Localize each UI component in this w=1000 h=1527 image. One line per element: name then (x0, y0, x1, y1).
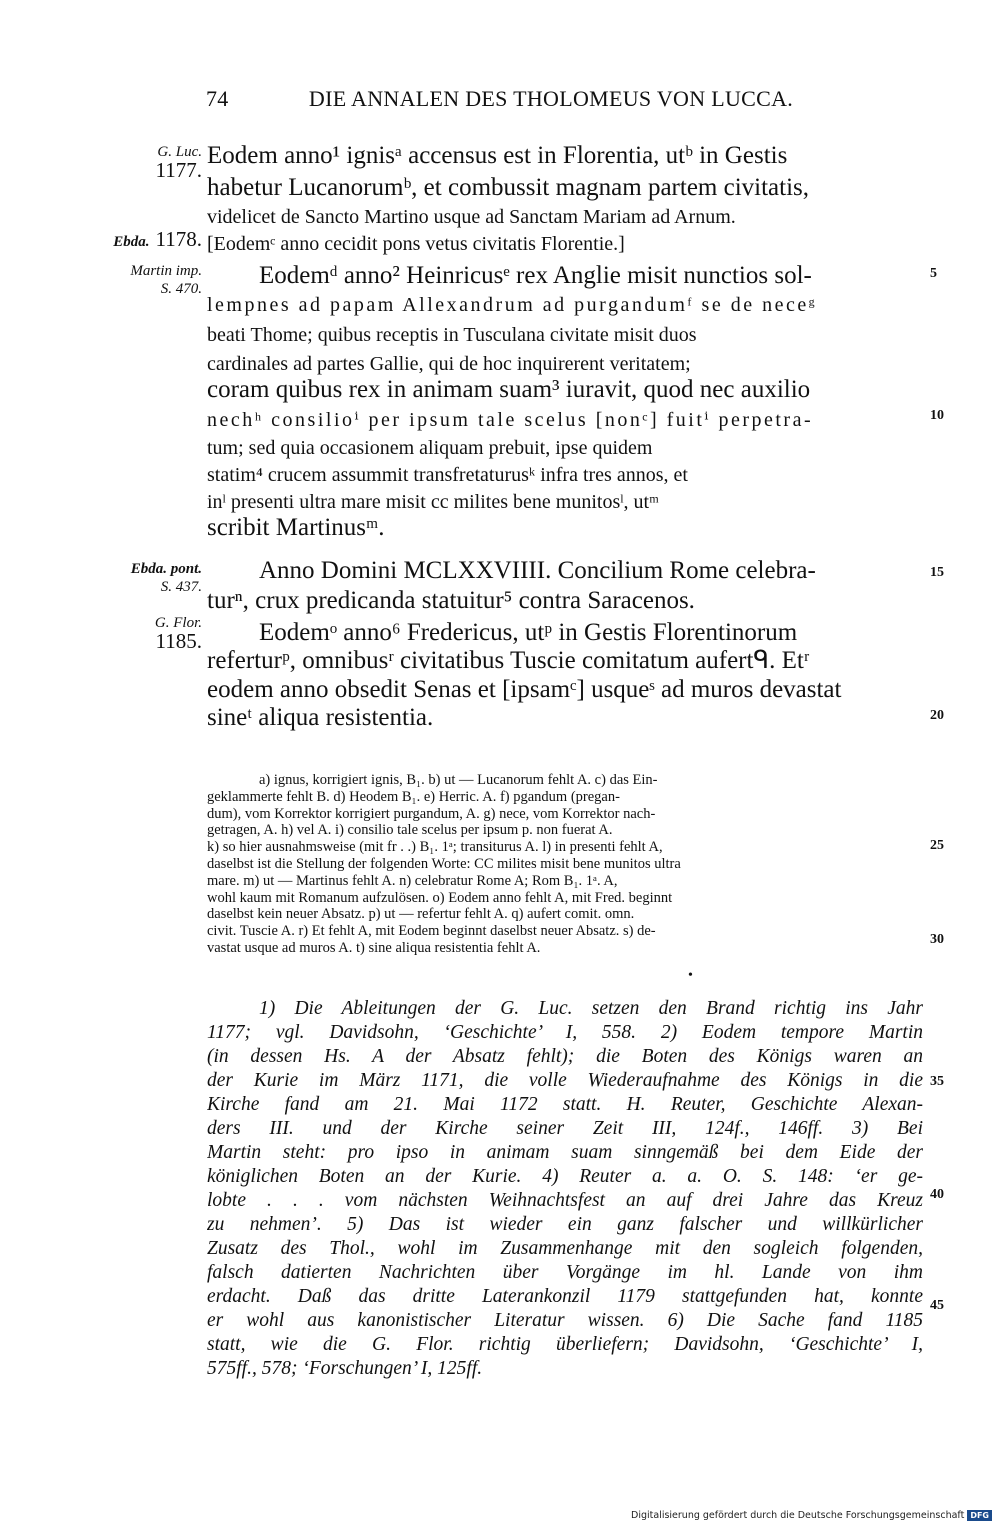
commentary-line: Martin steht: pro ipso in animam suam sinngemäß bei dem Eide der (207, 1142, 923, 1163)
page-number: 74 (206, 86, 229, 111)
text-line: habetur Lucanorumᵇ, et combussit magnam partem civitatis, (207, 174, 810, 201)
dfg-logo: DFG (967, 1510, 992, 1521)
commentary-line: (in dessen Hs. A der Absatz fehlt); die Boten des Königs waren an (207, 1046, 923, 1067)
margin-note (62, 143, 202, 182)
commentary-line: statt, wie die G. Flor. richtig überliefern; Davidsohn, ‘Geschichte’ I, (207, 1334, 923, 1355)
line-number: 20 (930, 708, 944, 723)
margin-ref: 1177. (155, 158, 202, 182)
margin-source: Ebda. (113, 234, 150, 250)
apparatus-line: vastat usque ad muros A. t) sine aliqua resistentia fehlt A. (207, 940, 541, 956)
text-line: cardinales ad partes Gallie, qui de hoc inquirerent veritatem; (207, 353, 691, 375)
margin-source: G. Luc. (157, 144, 202, 160)
text-line: nechʰ consilioⁱ per ipsum tale scelus [nonᶜ] fuitⁱ perpetra- (207, 409, 814, 431)
text-line: Anno Domini MCLXXVIIII. Concilium Rome celebra- (259, 557, 816, 584)
text-line: [Eodemᶜ anno cecidit pons vetus civitatis Florentie.] (207, 233, 625, 255)
page-header (206, 86, 826, 112)
text-line: coram quibus rex in animam suam³ iuravit, quod nec auxilio (207, 376, 811, 403)
commentary-line: der Kurie im März 1171, die volle Wiederaufnahme des Königs in die (207, 1070, 923, 1091)
margin-note (62, 227, 202, 251)
commentary-line: zu nehmen’. 5) Das ist wieder ein ganz falscher und willkürlicher (207, 1214, 923, 1235)
apparatus-line: civit. Tuscie A. r) Et fehlt A, mit Eodem beginnt daselbst neuer Absatz. s) de- (207, 923, 656, 939)
commentary-line: 575ff., 578; ‘Forschungen’ I, 125ff. (207, 1358, 483, 1379)
margin-source: G. Flor. (154, 615, 202, 631)
margin-source: Martin imp. (130, 263, 202, 279)
margin-ref: 1185. (155, 629, 202, 653)
text-line: lempnes ad papam Allexandrum ad purgandumᶠ se de neceᵍ (207, 294, 818, 316)
separator-dot: • (688, 968, 693, 983)
margin-note (62, 560, 202, 596)
apparatus-line: geklammerte fehlt B. d) Heodem B₁. e) Herric. A. f) pgandum (pregan- (207, 789, 620, 805)
margin-ref: 1178. (155, 227, 202, 251)
text-line: scribit Martinusᵐ. (207, 514, 385, 541)
line-number: 15 (930, 565, 944, 580)
digitization-credit (631, 1510, 992, 1521)
text-line: inˡ presenti ultra mare misit cc milites bene munitosˡ, utᵐ (207, 491, 659, 513)
line-number: 30 (930, 932, 944, 947)
margin-ref: S. 470. (160, 281, 202, 297)
line-number: 25 (930, 838, 944, 853)
commentary-line: Zusatz des Thol., wohl im Zusammenhange mit den sogleich folgenden, (207, 1238, 923, 1259)
apparatus-line: daselbst ist die Stellung der folgenden Worte: CC milites misit bene munitos ultra (207, 856, 681, 872)
margin-ref: S. 437. (160, 579, 202, 595)
apparatus-line: k) so hier ausnahmsweise (mit fr . .) B₁. 1ᵃ; transiturus A. l) in presenti fehlt A, (207, 839, 663, 855)
text-line: Eodemᵒ anno⁶ Fredericus, utᵖ in Gestis Florentinorum (259, 619, 798, 646)
commentary-line: 1) Die Ableitungen der G. Luc. setzen den Brand richtig ins Jahr (259, 998, 923, 1019)
apparatus-line: a) ignus, korrigiert ignis, B₁. b) ut — Lucanorum fehlt A. c) das Ein- (259, 772, 658, 788)
text-line: statim⁴ crucem assummit transfretaturusᵏ infra tres annos, et (207, 464, 688, 486)
margin-note (62, 262, 202, 298)
commentary-line: königlichen Boten an der Kurie. 4) Reuter a. a. O. S. 148: ‘er ge- (207, 1166, 923, 1187)
text-line: turⁿ, crux predicanda statuitur⁵ contra Saracenos. (207, 587, 695, 614)
text-line: tum; sed quia occasionem aliquam prebuit, ipse quidem (207, 437, 653, 459)
apparatus-line: mare. m) ut — Martinus fehlt A. n) celebratur Rome A; Rom B₁. 1ᵃ. A, (207, 873, 618, 889)
credit-text: Digitalisierung gefördert durch die Deutsche Forschungsgemeinschaft (631, 1510, 965, 1521)
line-number: 40 (930, 1187, 944, 1202)
commentary-line: lobte . . . vom nächsten Weihnachtsfest an auf drei Jahre das Kreuz (207, 1190, 923, 1211)
line-number: 35 (930, 1074, 944, 1089)
text-line: Eodem anno¹ ignisᵃ accensus est in Florentia, utᵇ in Gestis (207, 142, 788, 169)
line-number: 10 (930, 408, 944, 423)
commentary-line: er wohl aus kanonistischer Literatur wissen. 6) Die Sache fand 1185 (207, 1310, 923, 1331)
margin-note (62, 614, 202, 653)
commentary-line: Kirche fand am 21. Mai 1172 statt. H. Reuter, Geschichte Alexan- (207, 1094, 923, 1115)
text-line: beati Thome; quibus receptis in Tusculana civitate misit duos (207, 324, 697, 346)
apparatus-line: dum), vom Korrektor korrigiert purgandum, A. g) nece, vom Korrektor nach- (207, 806, 656, 822)
margin-source: Ebda. pont. (130, 561, 202, 577)
running-title: DIE ANNALEN DES THOLOMEUS VON LUCCA. (308, 86, 794, 111)
text-line: Eodemᵈ anno² Heinricusᵉ rex Anglie misit nunctios sol- (259, 262, 812, 289)
text-line: sineᵗ aliqua resistentia. (207, 704, 434, 731)
text-line: referturᵖ, omnibusʳ civitatibus Tuscie comitatum aufertᑫ. Etʳ (207, 647, 810, 674)
apparatus-line: daselbst kein neuer Absatz. p) ut — refertur fehlt A. q) aufert comit. omn. (207, 906, 635, 922)
commentary-line: 1177; vgl. Davidsohn, ‘Geschichte’ I, 558. 2) Eodem tempore Martin (207, 1022, 923, 1043)
text-line: eodem anno obsedit Senas et [ipsamᶜ] usqueˢ ad muros devastat (207, 676, 842, 703)
text-line: videlicet de Sancto Martino usque ad Sanctam Mariam ad Arnum. (207, 206, 736, 228)
commentary-line: falsch datierten Nachrichten über Vorgänge im hl. Lande von ihm (207, 1262, 923, 1283)
commentary-line: erdacht. Daß das dritte Laterankonzil 1179 stattgefunden hat, konnte (207, 1286, 923, 1307)
line-number: 45 (930, 1298, 944, 1313)
commentary-line: ders III. und der Kirche seiner Zeit III, 124f., 146ff. 3) Bei (207, 1118, 923, 1139)
apparatus-line: wohl kaum mit Romanum aufzulösen. o) Eodem anno fehlt A, mit Fred. beginnt (207, 890, 673, 906)
apparatus-line: getragen, A. h) vel A. i) consilio tale scelus per ipsum p. non fuerat A. (207, 822, 613, 838)
line-number: 5 (930, 266, 937, 281)
